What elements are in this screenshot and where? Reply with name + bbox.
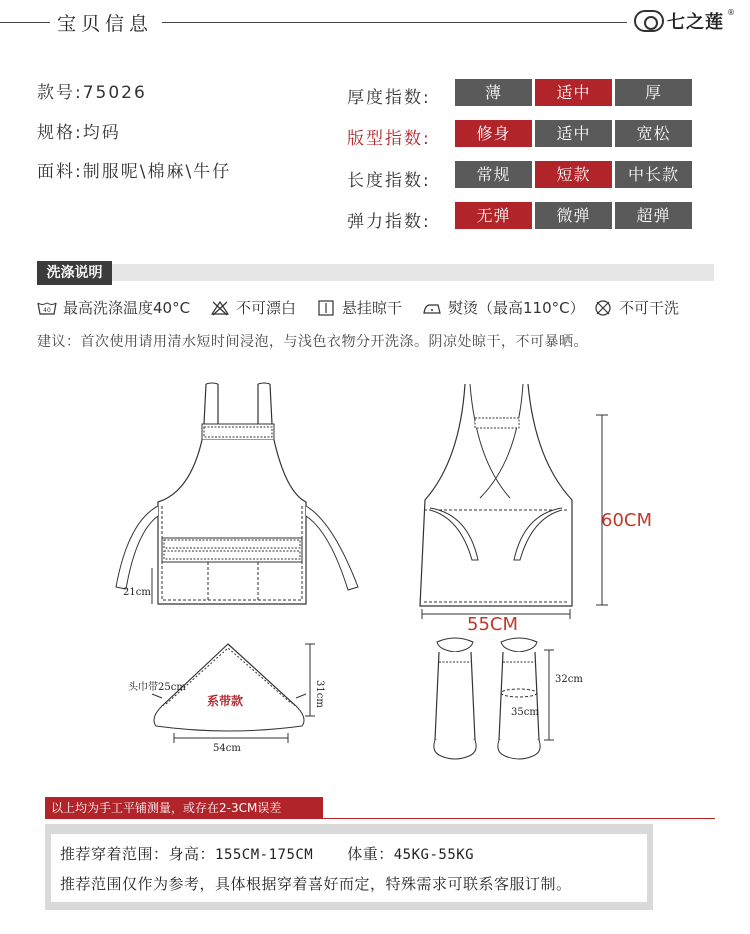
care-wash: 40 最高洗涤温度40°C	[37, 297, 190, 318]
fit-loose: 宽松	[615, 120, 692, 147]
elastic-slight: 微弹	[535, 202, 612, 229]
wash-bar	[37, 264, 714, 281]
logo-text: 七之莲	[667, 12, 724, 33]
headscarf-style-label: 系带款	[207, 694, 244, 708]
apron-height-dim: 60CM	[601, 510, 653, 531]
care-no-dry-clean: 不可干洗	[593, 297, 679, 318]
spec-fabric: 面料:制服呢\棉麻\牛仔	[37, 162, 232, 182]
elastic-label: 弹力指数:	[347, 212, 431, 232]
wash-advice: 建议：首次使用请用清水短时间浸泡，与浅色衣物分开洗涤。阴凉处晾干，不可暴晒。	[37, 334, 588, 350]
spec-style-no: 款号:75026	[37, 83, 147, 103]
thickness-thick: 厚	[615, 79, 692, 106]
hang-dry-icon	[316, 300, 336, 316]
length-label: 长度指数:	[347, 171, 431, 191]
length-midlong: 中长款	[615, 161, 692, 188]
brand-logo	[634, 8, 735, 34]
headscarf-height-dim: 31cm	[314, 680, 325, 708]
no-dry-clean-icon	[593, 300, 613, 316]
apron-width-dim: 55CM	[467, 614, 519, 635]
elastic-none: 无弹	[455, 202, 532, 229]
fit-label: 版型指数:	[347, 129, 431, 149]
logo-registered: ®	[727, 8, 735, 17]
page-title: 宝贝信息	[57, 13, 154, 35]
thickness-medium: 适中	[535, 79, 612, 106]
note-underline	[45, 818, 715, 819]
sleeve-width-dim: 35cm	[511, 707, 539, 718]
no-bleach-icon	[210, 300, 230, 316]
header-line-left	[0, 22, 50, 23]
logo-icon	[634, 10, 664, 32]
care-no-bleach: 不可漂白	[210, 297, 296, 318]
thickness-thin: 薄	[455, 79, 532, 106]
fit-regular: 适中	[535, 120, 612, 147]
spec-size: 规格:均码	[37, 123, 121, 143]
fit-slim: 修身	[455, 120, 532, 147]
sleeve-length-dim: 32cm	[555, 674, 583, 685]
iron-icon	[422, 300, 442, 316]
headscarf-tie-dim: 头巾带25cm	[128, 682, 186, 693]
care-hang-dry: 悬挂晾干	[316, 297, 402, 318]
header-line-right	[162, 22, 627, 23]
sleeve-diagram	[425, 636, 575, 766]
wash-40-icon	[37, 300, 57, 316]
elastic-high: 超弹	[615, 202, 692, 229]
recommend-line-1: 推荐穿着范围：身高：155CM-175CM 体重：45KG-55KG	[60, 845, 475, 863]
length-short: 短款	[535, 161, 612, 188]
apron-pocket-dim: 21cm	[123, 587, 151, 598]
wash-title: 洗涤说明	[37, 261, 112, 285]
apron-back-diagram	[410, 380, 630, 620]
length-regular: 常规	[455, 161, 532, 188]
apron-front-diagram	[108, 382, 363, 612]
headscarf-width-dim: 54cm	[213, 743, 241, 754]
care-iron: 熨烫（最高110°C）	[422, 297, 585, 318]
measurement-note: 以上均为手工平铺测量，或存在2-3CM误差	[45, 797, 323, 819]
svg-text:40: 40	[43, 306, 51, 314]
thickness-label: 厚度指数:	[347, 88, 431, 108]
recommend-line-2: 推荐范围仅作为参考，具体根据穿着喜好而定，特殊需求可联系客服订制。	[60, 875, 572, 893]
